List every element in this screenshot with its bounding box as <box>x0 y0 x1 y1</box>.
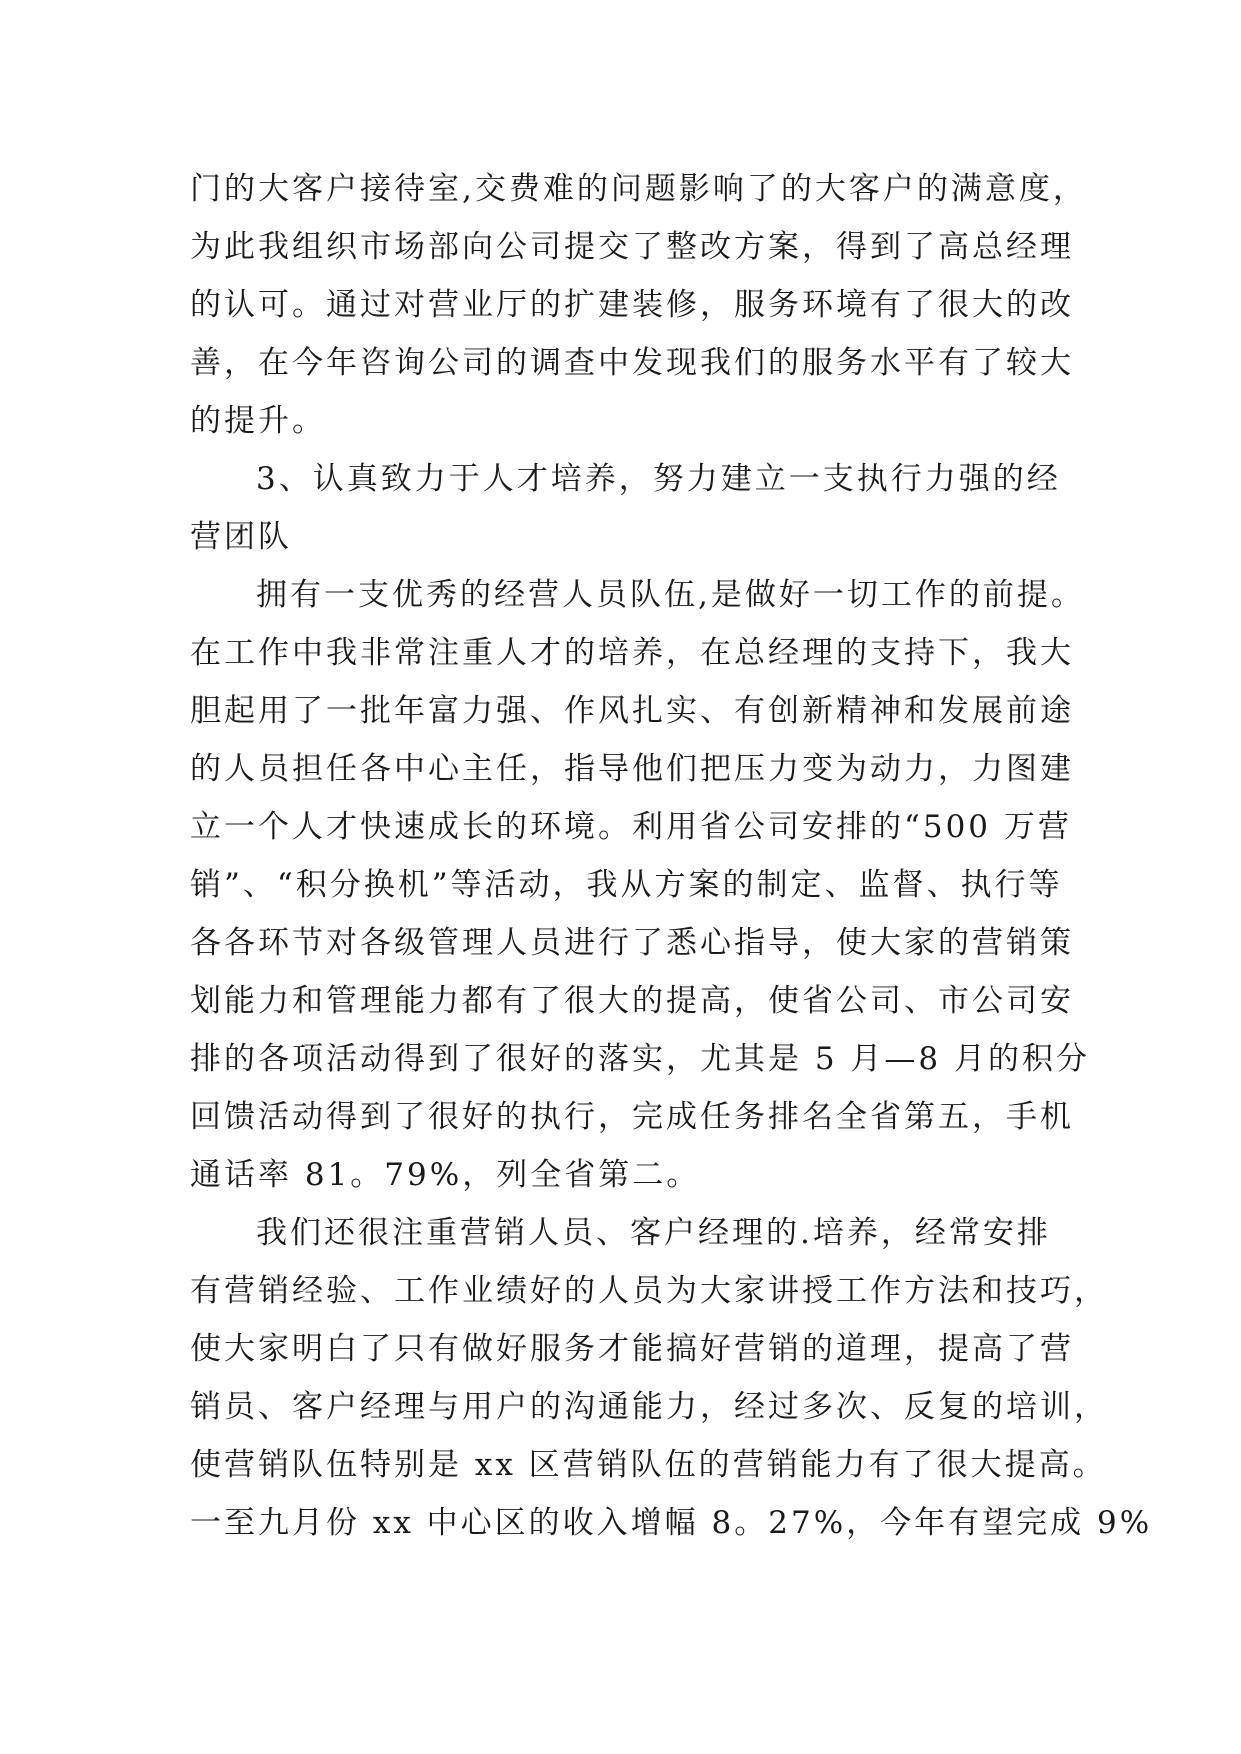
text-line: 划能力和管理能力都有了很大的提高，使省公司、市公司安 <box>190 983 1074 1019</box>
text-line: 的认可。通过对营业厅的扩建装修，服务环境有了很大的改 <box>190 287 1074 323</box>
text-line: 在工作中我非常注重人才的培养，在总经理的支持下，我大 <box>190 635 1074 671</box>
text-line: 善，在今年咨询公司的调查中发现我们的服务水平有了较大 <box>190 345 1074 381</box>
text-line: 的提升。 <box>190 403 326 439</box>
text-line: 回馈活动得到了很好的执行，完成任务排名全省第五，手机 <box>190 1099 1074 1135</box>
text-line: 门的大客户接待室,交费难的问题影响了的大客户的满意度， <box>190 171 1087 207</box>
text-line: 销员、客户经理与用户的沟通能力，经过多次、反复的培训， <box>190 1389 1108 1425</box>
text-line: 排的各项活动得到了很好的落实，尤其是 5 月—8 月的积分 <box>190 1041 1091 1077</box>
text-line: 为此我组织市场部向公司提交了整改方案，得到了高总经理 <box>190 229 1074 265</box>
paragraph-start: 我们还很注重营销人员、客户经理的.培养，经常安排 <box>256 1215 1051 1251</box>
paragraph-start: 拥有一支优秀的经营人员队伍,是做好一切工作的前提。 <box>256 577 1085 613</box>
text-line: 通话率 81。79%，列全省第二。 <box>190 1157 701 1193</box>
text-line: 一至九月份 xx 中心区的收入增幅 8。27%，今年有望完成 9% <box>190 1505 1153 1541</box>
text-line: 的人员担任各中心主任，指导他们把压力变为动力，力图建 <box>190 751 1074 787</box>
text-line: 使大家明白了只有做好服务才能搞好营销的道理，提高了营 <box>190 1331 1074 1367</box>
document-body <box>190 160 1153 1552</box>
text-line: 有营销经验、工作业绩好的人员为大家讲授工作方法和技巧， <box>190 1273 1108 1309</box>
text-line: 各各环节对各级管理人员进行了悉心指导，使大家的营销策 <box>190 925 1074 961</box>
text-line: 胆起用了一批年富力强、作风扎实、有创新精神和发展前途 <box>190 693 1074 729</box>
section-heading: 3、认真致力于人才培养，努力建立一支执行力强的经 <box>256 461 1061 497</box>
text-line: 使营销队伍特别是 xx 区营销队伍的营销能力有了很大提高。 <box>190 1447 1107 1483</box>
section-heading-continued: 营团队 <box>190 519 292 555</box>
text-line: 销”、“积分换机”等活动，我从方案的制定、监督、执行等 <box>190 867 1063 903</box>
text-line: 立一个人才快速成长的环境。利用省公司安排的“500 万营 <box>190 809 1072 845</box>
